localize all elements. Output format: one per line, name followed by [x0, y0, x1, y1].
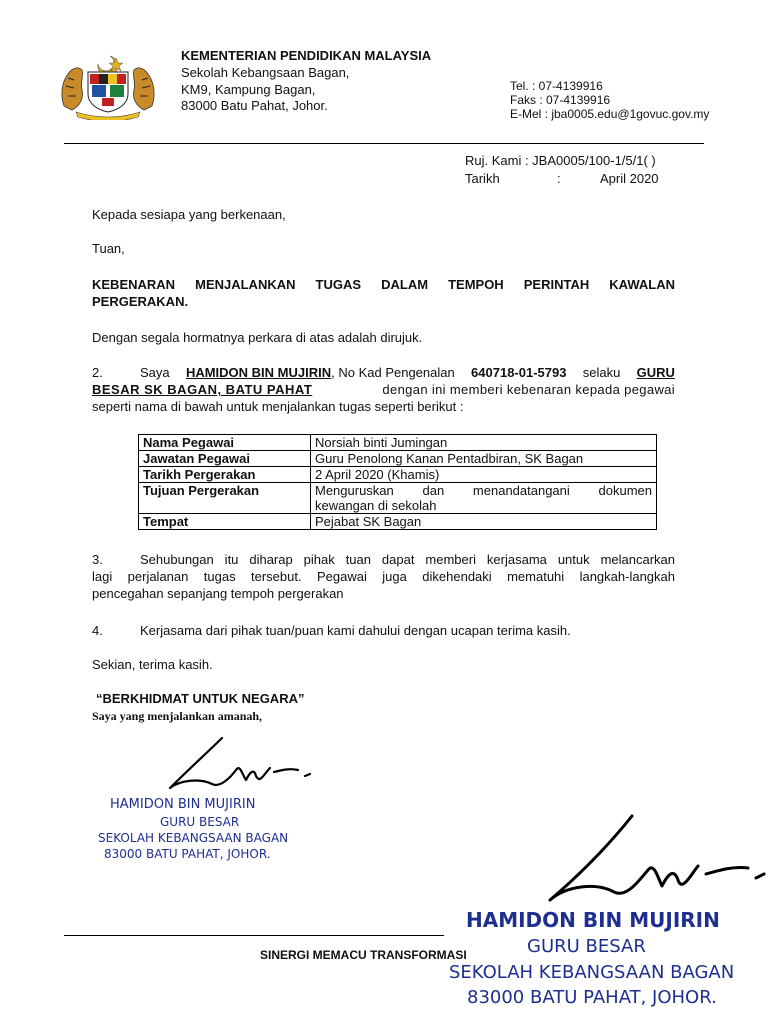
ministry-name: KEMENTERIAN PENDIDIKAN MALAYSIA	[181, 48, 432, 63]
stamp-large-school: SEKOLAH KEBANGSAAN BAGAN	[449, 962, 735, 983]
para4-text: Kerjasama dari pihak tuan/puan kami dahului dengan ucapan terima kasih.	[140, 623, 571, 638]
para2-saya: Saya	[140, 365, 170, 380]
para2-officer-name: HAMIDON BIN MUJIRIN	[185, 365, 332, 380]
para2-number: 2.	[92, 365, 103, 380]
subject-line-1: KEBENARAN MENJALANKAN TUGAS DALAM TEMPOH PERINTAH KAWALAN	[92, 277, 675, 292]
stamp-address: 83000 BATU PAHAT, JOHOR.	[104, 847, 271, 861]
stamp-large-address: 83000 BATU PAHAT, JOHOR.	[467, 987, 717, 1008]
para2-ic-label: , No Kad Pengenalan	[331, 365, 455, 380]
date-label: Tarikh	[465, 171, 500, 186]
intro-paragraph: Dengan segala hormatnya perkara di atas adalah dirujuk.	[92, 330, 423, 345]
para3-line1: Sehubungan itu diharap pihak tuan dapat memberi kerjasama untuk melancarkan	[140, 552, 675, 567]
para2-line1	[140, 364, 675, 381]
stamp-school: SEKOLAH KEBANGSAAN BAGAN	[98, 831, 289, 845]
header-divider	[64, 143, 704, 144]
school-name: Sekolah Kebangsaan Bagan,	[181, 65, 350, 80]
subject-line-2: PERGERAKAN.	[92, 294, 189, 309]
school-address-line1: KM9, Kampung Bagan,	[181, 82, 316, 97]
para2-line2	[92, 381, 675, 398]
stamp-title: GURU BESAR	[160, 815, 240, 829]
para2-ic-number: 640718-01-5793	[471, 365, 567, 380]
malaysia-coat-of-arms-logo	[58, 54, 158, 120]
table-label: Nama Pegawai	[139, 435, 311, 451]
table-label: Tarikh Pergerakan	[139, 467, 311, 483]
greeting: Tuan,	[92, 241, 125, 256]
table-row	[139, 451, 657, 467]
table-row	[139, 467, 657, 483]
date-separator: :	[557, 171, 561, 186]
table-value: 2 April 2020 (Khamis)	[311, 467, 657, 483]
para2-position-part2: BESAR SK BAGAN, BATU PAHAT	[92, 382, 313, 397]
table-value: Norsiah binti Jumingan	[311, 435, 657, 451]
signature-large	[520, 808, 768, 918]
signature	[150, 728, 320, 808]
table-row	[139, 435, 657, 451]
table-label: Jawatan Pegawai	[139, 451, 311, 467]
stamp-name: HAMIDON BIN MUJIRIN	[110, 797, 256, 812]
reference-number: Ruj. Kami : JBA0005/100-1/5/1( )	[465, 153, 656, 168]
para4-number: 4.	[92, 623, 103, 638]
table-row	[139, 483, 657, 514]
school-address-line2: 83000 Batu Pahat, Johor.	[181, 98, 328, 113]
table-value: Guru Penolong Kanan Pentadbiran, SK Bagan	[311, 451, 657, 467]
telephone: Tel. : 07-4139916	[510, 79, 603, 93]
footer-slogan: SINERGI MEMACU TRANSFORMASI	[260, 948, 467, 962]
para2-selaku: selaku	[582, 365, 621, 380]
fax: Faks : 07-4139916	[510, 93, 611, 107]
amanah-line: Saya yang menjalankan amanah,	[92, 709, 263, 723]
para2-line3: seperti nama di bawah untuk menjalankan tugas seperti berikut :	[92, 399, 464, 414]
table-label: Tujuan Pergerakan	[139, 483, 311, 514]
para3-number: 3.	[92, 552, 103, 567]
email: E-Mel : jba0005.edu@1govuc.gov.my	[510, 107, 710, 121]
officer-details-table	[138, 434, 657, 530]
para3-line3: pencegahan sepanjang tempoh pergerakan	[92, 586, 344, 601]
para2-line2-rest: dengan ini memberi kebenaran kepada pegawai	[382, 382, 675, 397]
stamp-large-title: GURU BESAR	[527, 936, 646, 957]
table-label: Tempat	[139, 514, 311, 530]
para3-line2: lagi perjalanan tugas tersebut. Pegawai juga dikehendaki mematuhi langkah-langkah	[92, 569, 675, 584]
motto: “BERKHIDMAT UNTUK NEGARA”	[96, 691, 305, 706]
table-row	[139, 514, 657, 530]
table-value-line2: kewangan di sekolah	[315, 498, 437, 513]
closing: Sekian, terima kasih.	[92, 657, 213, 672]
table-value	[311, 483, 657, 514]
para2-position-part1: GURU	[636, 365, 675, 380]
salutation: Kepada sesiapa yang berkenaan,	[92, 207, 286, 222]
footer-divider-left	[64, 935, 444, 936]
table-value-line1: Menguruskan dan menandatangani dokumen	[315, 483, 652, 498]
stamp-large-name: HAMIDON BIN MUJIRIN	[466, 908, 720, 932]
date-value: April 2020	[600, 171, 659, 186]
table-value: Pejabat SK Bagan	[311, 514, 657, 530]
